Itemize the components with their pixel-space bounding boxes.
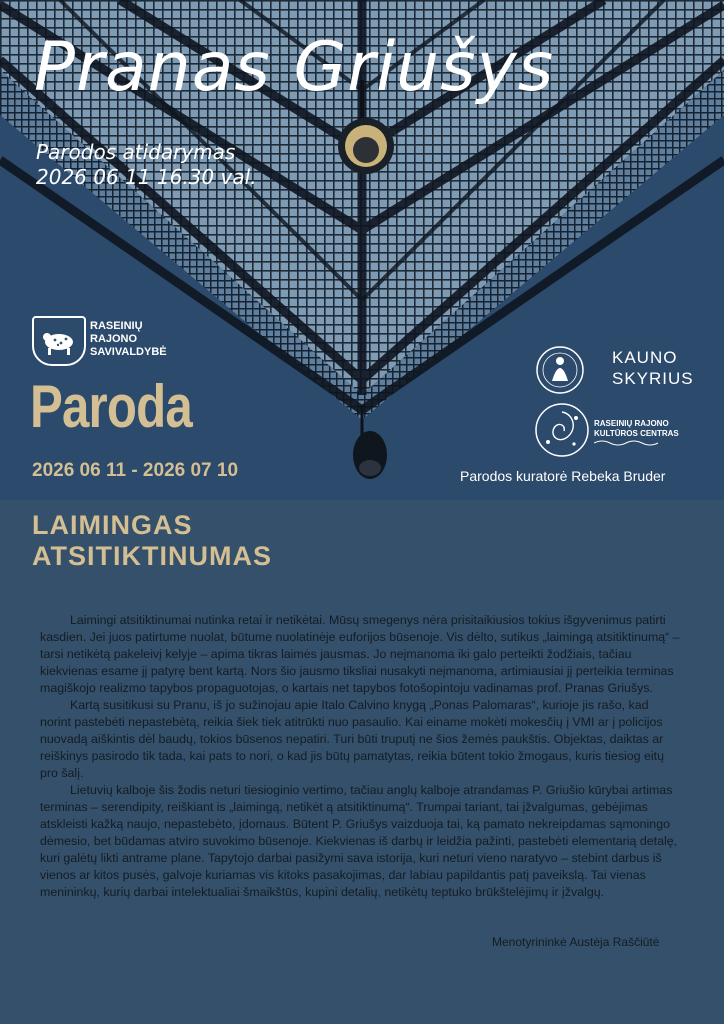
paragraph: Kartą susitikusi su Pranu, iš jo sužinojau apie Italo Calvino knygą „Ponas Palomaras“, kurioje jis rašo, kad norint pastebėti nepastebėtą, reikia šiek tiek atitrūkti nuo pasaulio. Kai einame mokėti mokesčių į VMI ar į policijos nuovadą aiškintis dėl baudų, tokios būsenos nepatiri. Turi būti truputį ne šios žemės paukštis. Objektas, daiktas ar reiškinys pasirodo tik tada, kai pats to nori, o kad jis būtų pamatytas, reikia būtent tokio žmogaus, kuris tiesiog eitų pro šalį. (40, 698, 664, 780)
exhibition-label: Paroda (30, 373, 192, 440)
partner-name (612, 347, 694, 389)
heading-line-2: ATSITIKTINUMAS (32, 541, 272, 571)
museum-logo-icon (530, 345, 590, 395)
municipality-line-2: RAJONO (90, 333, 138, 345)
exhibition-dates: 2026 06 11 - 2026 07 10 (32, 460, 239, 481)
culture-center-line-2: KULTŪROS CENTRAS (594, 429, 679, 438)
municipality-logo (32, 316, 232, 366)
paragraph: Lietuvių kalboje šis žodis neturi tiesioginio vertimo, tačiau anglų kalboje atrandamas P. Griušio kūrybai artimas terminas – serendipity, reiškiant is „laimingą, netikėt ą atsitiktinumą“. Trumpai tariant, tai įžvalgumas, gebėjimas atskleisti kažką naujo, nepastebėto, įdomaus. Būtent P. Griušys vaizduoja tai, ką pamato nekreipdamas sąmoningo dėmesio, bet būdamas atviro suvokimo būsenoje. Kiekvienas iš darbų ir leidžia pažinti, pastebėti elementarią detalę, kuri galėtų likti antrame plane. Tapytojo darbai pasižymi sava istorija, kuri neturi vieno naratyvo – stebint darbus iš vienos ar kitos pusės, galvoje kuriamas vis kitoks pasakojimas, dar labiau papildantis patį paveikslą. Tai vienas menininkų, kurių darbai intelektualiai šmaikštūs, kupini detalių, netikėtų teptuko brūkštelėjimų ir įžvalgų. (40, 783, 678, 899)
opening-label: Parodos atidarymas (36, 140, 236, 164)
culture-center-name (594, 419, 679, 450)
culture-center-logo-icon (534, 402, 590, 458)
coat-of-arms-icon (32, 316, 86, 366)
opening-info (36, 140, 257, 190)
wave-divider-icon (594, 439, 664, 447)
paragraph: Laimingi atsitiktinumai nutinka retai ir netikėtai. Mūsų smegenys nėra prisitaikiusios tokius išgyvenimus patirti kasdien. Jei juos patirtume nuolat, būtume nuolatinėje euforijos būsenoje. Vis dėlto, sutikus „laimingą atsitiktinumą“ – tarsi netikėtą pakeleivį kelyje – apima tikras laimės jausmas. Jo neįmanoma iki galo perteikti žodžiais, tačiau kiekvienas esame jį patyrę bent kartą. Nors šio jausmo tiksliai nusakyti neįmanoma, artimiausiai jį perteikia terminas magiškojo realizmo tapybos propaguotojas, o kartais net tapybos fotošopintoju vadinamas prof. Pranas Griušys. (40, 613, 680, 695)
opening-datetime: 2026 06 11 16.30 val. (36, 165, 257, 189)
author-signature: Menotyrininkė Austėja Raščiūtė (492, 935, 660, 949)
municipality-line-3: SAVIVALDYBĖ (90, 346, 167, 358)
artist-name: Pranas Griušys (34, 28, 555, 107)
curator-credit: Parodos kuratorė Rebeka Bruder (460, 468, 666, 484)
municipality-name (90, 320, 167, 359)
heading-line-1: LAIMINGAS (32, 510, 193, 540)
partner-line-1: KAUNO (612, 348, 678, 367)
partner-line-2: SKYRIUS (612, 369, 694, 388)
article-heading (32, 510, 272, 572)
culture-center-line-1: RASEINIŲ RAJONO (594, 419, 669, 428)
article-body (40, 612, 680, 901)
municipality-line-1: RASEINIŲ (90, 320, 143, 332)
